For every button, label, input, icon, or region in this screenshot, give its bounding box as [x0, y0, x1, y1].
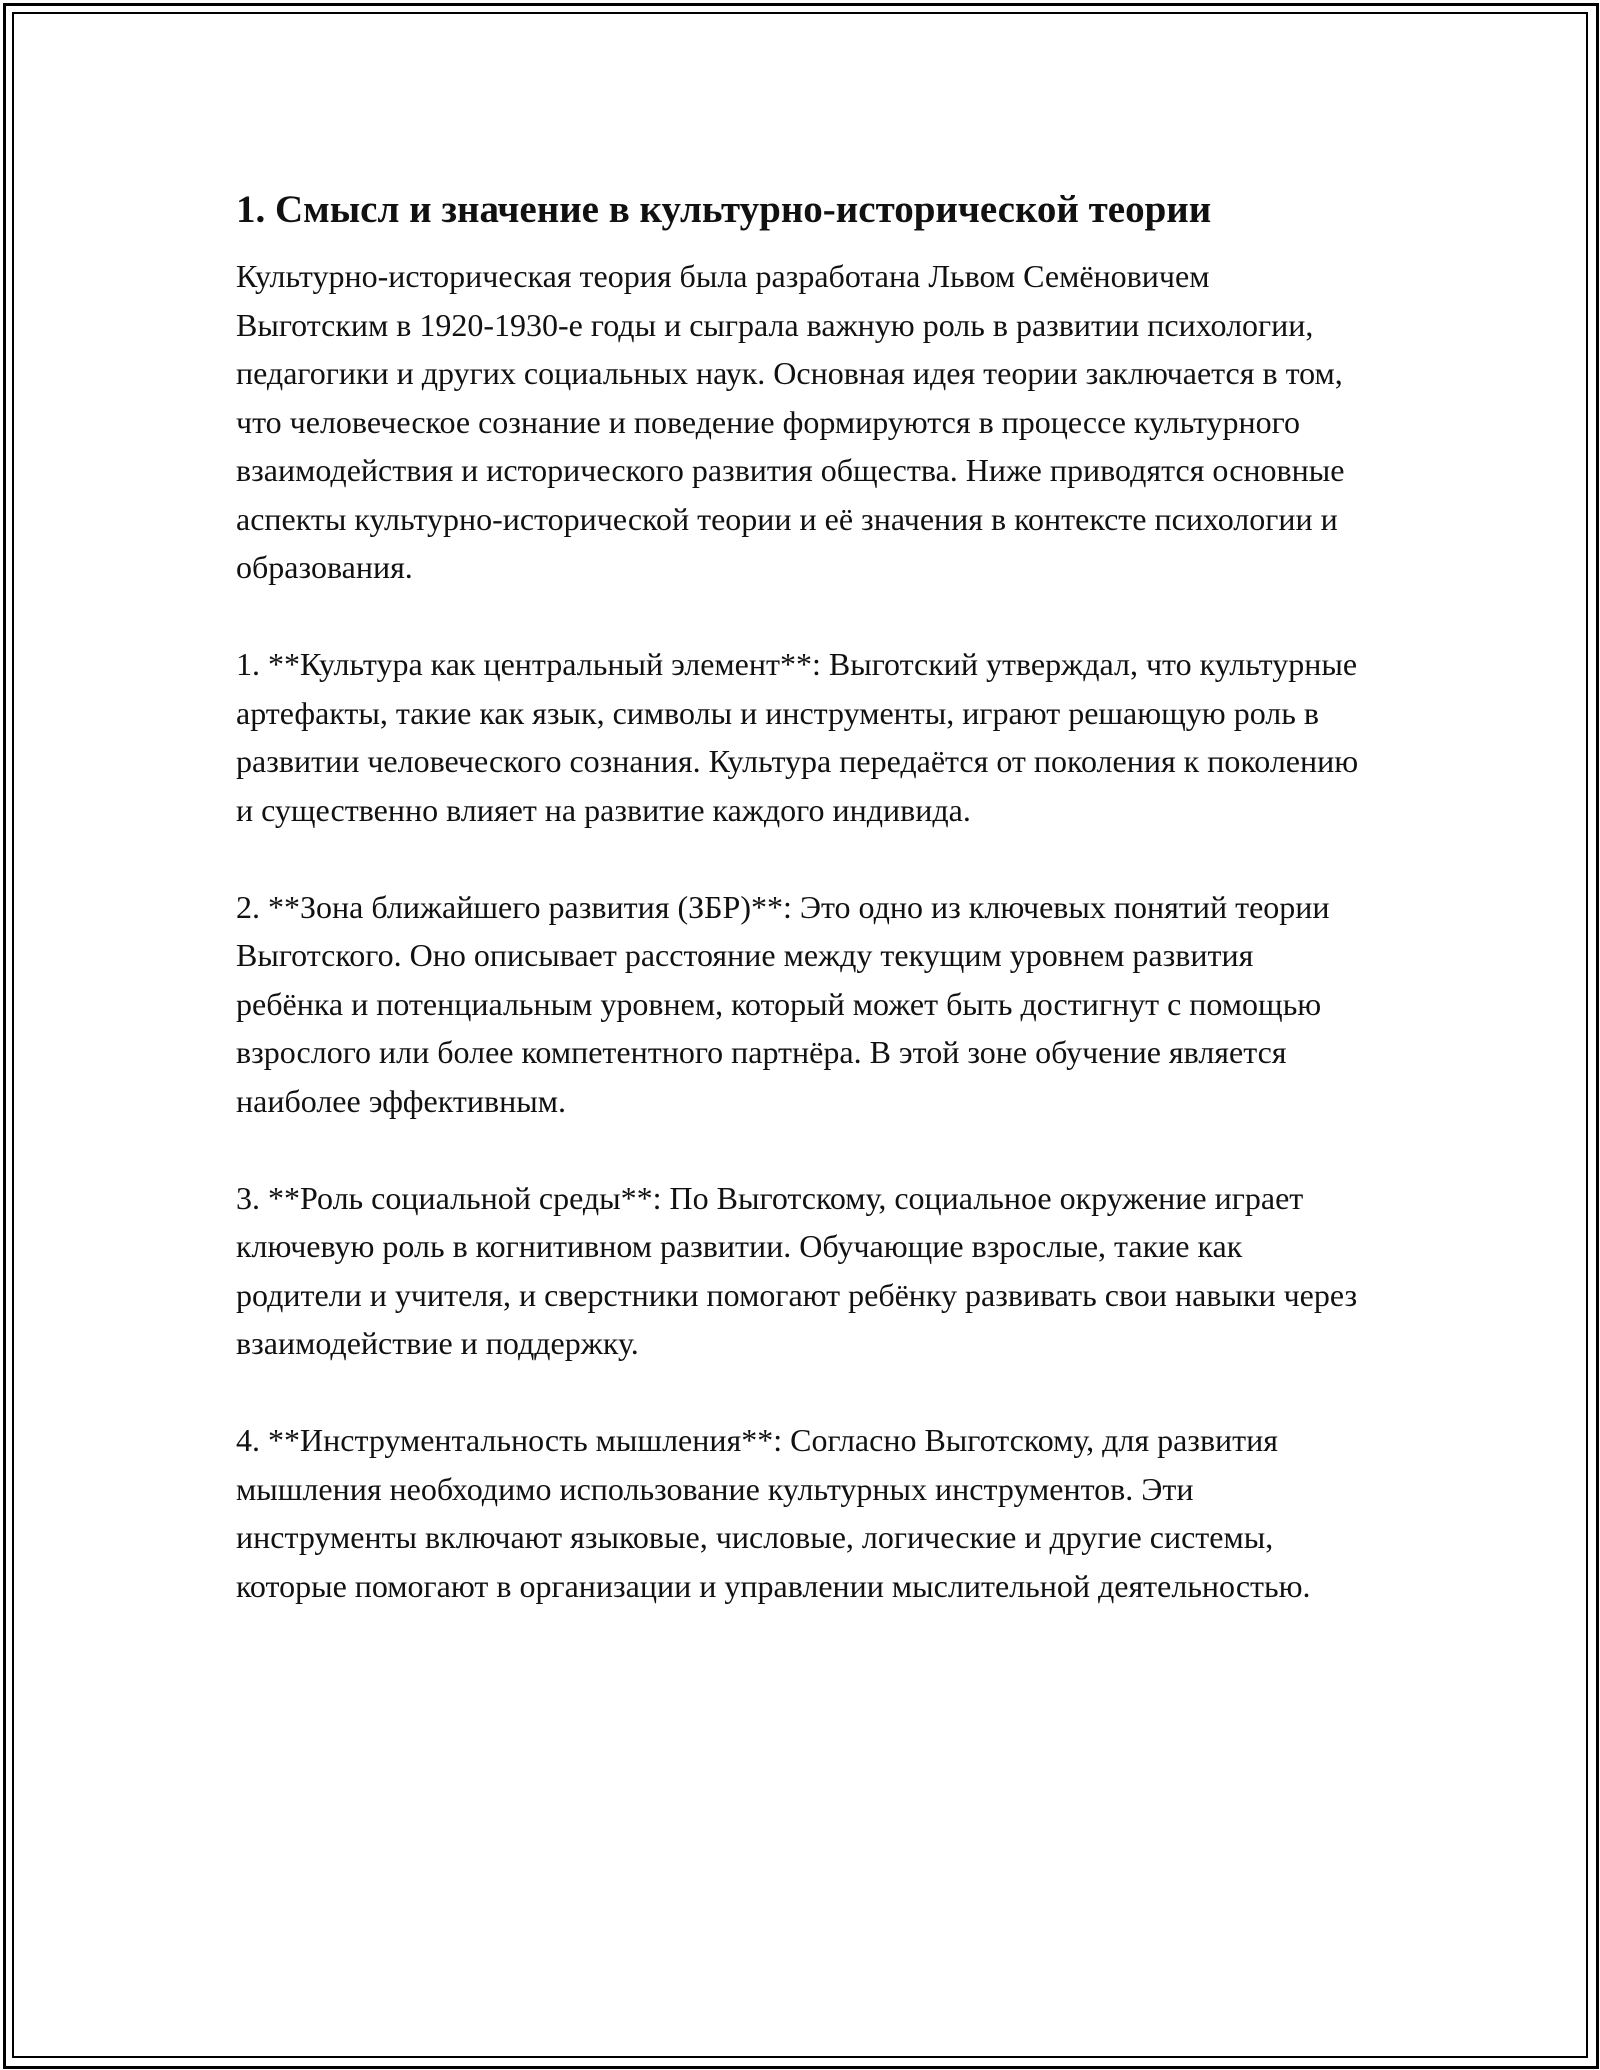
point-2-paragraph: 2. **Зона ближайшего развития (ЗБР)**: Это одно из ключевых понятий теории Выготского. Оно описывает расстояние между текущим уровнем развития ребёнка и потенциальным уровнем, который может быть достигнут с помощью взрослого или более компетентного партнёра. В этой зоне обучение является наиболее эффективным.	[236, 888, 1330, 1119]
section-heading: 1. Смысл и значение в культурно-исторической теории	[236, 188, 1212, 231]
document-body	[236, 180, 1366, 1659]
point-4-paragraph: 4. **Инструментальность мышления**: Согласно Выготскому, для развития мышления необходимо использование культурных инструментов. Эти инструменты включают языковые, числовые, логические и другие системы, которые помогают в организации и управлении мыслительной деятельностью.	[236, 1422, 1311, 1604]
point-3-paragraph: 3. **Роль социальной среды**: По Выготскому, социальное окружение играет ключевую роль в когнитивном развитии. Обучающие взрослые, такие как родители и учителя, и сверстники помогают ребёнку развивать свои навыки через взаимодействие и поддержку.	[236, 1179, 1358, 1361]
intro-paragraph: Культурно-историческая теория была разработана Львом Семёновичем Выготским в 1920-1930-е годы и сыграла важную роль в развитии психологии, педагогики и других социальных наук. Основная идея теории заключается в том, что человеческое сознание и поведение формируются в процессе культурного взаимодействия и исторического развития общества. Ниже приводятся основные аспекты культурно-исторической теории и её значения в контексте психологии и образования.	[236, 258, 1345, 585]
point-1-paragraph: 1. **Культура как центральный элемент**: Выготский утверждал, что культурные артефакты, такие как язык, символы и инструменты, играют решающую роль в развитии человеческого сознания. Культура передаётся от поколения к поколению и существенно влияет на развитие каждого индивида.	[236, 646, 1359, 828]
